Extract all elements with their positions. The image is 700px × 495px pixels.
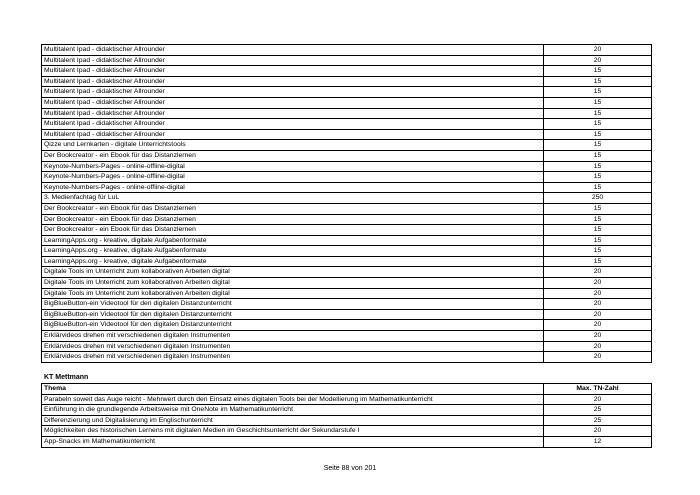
thema-cell: Multitalent Ipad - didaktischer Allrounder	[42, 97, 544, 108]
thema-cell: BigBlueButton-ein Videotool für den digitalen Distanzunterricht	[42, 309, 544, 320]
table-row	[42, 225, 652, 236]
table-row	[42, 108, 652, 119]
table-row	[42, 55, 652, 66]
tn-cell: 20	[544, 278, 652, 289]
tn-cell: 15	[544, 256, 652, 267]
thema-cell: Parabeln soweit das Auge reicht - Mehrwert durch den Einsatz eines digitalen Tools bei der Modellierung im Mathematikunterricht	[42, 394, 544, 405]
table-row	[42, 76, 652, 87]
table-row	[42, 97, 652, 108]
tn-cell: 20	[544, 309, 652, 320]
thema-cell: Multitalent Ipad - didaktischer Allrounder	[42, 108, 544, 119]
tn-cell: 15	[544, 246, 652, 257]
table-row	[42, 278, 652, 289]
tn-cell: 15	[544, 119, 652, 130]
thema-cell: Der Bookcreator - ein Ebook für das Distanzlernen	[42, 214, 544, 225]
course-table-mettmann	[41, 383, 652, 448]
thema-cell: Qizze und Lernkarten - digitale Unterrichtstools	[42, 140, 544, 151]
tn-cell: 15	[544, 66, 652, 77]
tn-cell: 15	[544, 129, 652, 140]
table-row	[42, 426, 652, 437]
table-row	[42, 256, 652, 267]
thema-cell: Multitalent Ipad - didaktischer Allrounder	[42, 119, 544, 130]
table-row	[42, 87, 652, 98]
tn-cell: 15	[544, 87, 652, 98]
thema-cell: Keynote-Numbers-Pages - online-offline-digital	[42, 161, 544, 172]
tn-cell: 20	[544, 352, 652, 363]
tn-cell: 15	[544, 182, 652, 193]
table-row	[42, 214, 652, 225]
table-row	[42, 415, 652, 426]
thema-cell: Multitalent Ipad - didaktischer Allrounder	[42, 66, 544, 77]
thema-cell: BigBlueButton-ein Videotool für den digitalen Distanzunterricht	[42, 299, 544, 310]
thema-cell: Differenzierung und Digitalisierung im Englischunterricht	[42, 415, 544, 426]
tn-cell: 20	[544, 45, 652, 56]
table-row	[42, 182, 652, 193]
thema-cell: Der Bookcreator - ein Ebook für das Distanzlernen	[42, 150, 544, 161]
thema-cell: Möglichkeiten des historischen Lernens mit digitalen Medien im Geschichtsunterricht der Sekundarstufe I	[42, 426, 544, 437]
table-row	[42, 66, 652, 77]
tn-cell: 20	[544, 320, 652, 331]
table-row	[42, 235, 652, 246]
table-row	[42, 352, 652, 363]
table-row	[42, 309, 652, 320]
table-row	[42, 299, 652, 310]
table-row	[42, 267, 652, 278]
thema-cell: Multitalent Ipad - didaktischer Allrounder	[42, 76, 544, 87]
tn-cell: 12	[544, 436, 652, 447]
tn-cell: 15	[544, 97, 652, 108]
table-row	[42, 341, 652, 352]
tn-cell: 20	[544, 299, 652, 310]
thema-cell: Erklärvideos drehen mit verschiedenen digitalen Instrumenten	[42, 331, 544, 342]
page-footer: Seite 88 von 201	[323, 465, 377, 472]
tn-cell: 25	[544, 405, 652, 416]
thema-cell: Erklärvideos drehen mit verschiedenen digitalen Instrumenten	[42, 352, 544, 363]
thema-cell: LearningApps.org - kreative, digitale Aufgabenformate	[42, 256, 544, 267]
tn-cell: 20	[544, 426, 652, 437]
thema-cell: Digitale Tools im Unterricht zum kollaborativen Arbeiten digital	[42, 278, 544, 289]
thema-cell: 3. Medienfachtag für LuL	[42, 193, 544, 204]
tn-cell: 15	[544, 172, 652, 183]
tn-cell: 15	[544, 150, 652, 161]
table-row	[42, 161, 652, 172]
tn-cell: 15	[544, 76, 652, 87]
tn-cell: 20	[544, 288, 652, 299]
section-title-kt-mettmann: KT Mettmann	[44, 374, 89, 381]
thema-cell: Der Bookcreator - ein Ebook für das Distanzlernen	[42, 225, 544, 236]
table-row	[42, 320, 652, 331]
thema-cell: LearningApps.org - kreative, digitale Aufgabenformate	[42, 246, 544, 257]
tn-cell: 20	[544, 394, 652, 405]
tn-cell: 250	[544, 193, 652, 204]
table-row	[42, 150, 652, 161]
thema-cell: Digitale Tools im Unterricht zum kollaborativen Arbeiten digital	[42, 267, 544, 278]
tn-cell: 20	[544, 267, 652, 278]
thema-cell: LearningApps.org - kreative, digitale Aufgabenformate	[42, 235, 544, 246]
table-row	[42, 203, 652, 214]
thema-cell: Keynote-Numbers-Pages - online-offline-digital	[42, 182, 544, 193]
table-row	[42, 193, 652, 204]
thema-cell: Keynote-Numbers-Pages - online-offline-digital	[42, 172, 544, 183]
tn-cell: 15	[544, 161, 652, 172]
table-row	[42, 288, 652, 299]
tn-cell: 25	[544, 415, 652, 426]
thema-cell: Multitalent Ipad - didaktischer Allrounder	[42, 55, 544, 66]
table-row	[42, 331, 652, 342]
thema-cell: Multitalent Ipad - didaktischer Allrounder	[42, 87, 544, 98]
thema-cell: Erklärvideos drehen mit verschiedenen digitalen Instrumenten	[42, 341, 544, 352]
header-thema: Thema	[42, 384, 544, 395]
thema-cell: App-Snacks im Mathematikunterricht	[42, 436, 544, 447]
tn-cell: 20	[544, 331, 652, 342]
course-table-top	[41, 44, 652, 363]
thema-cell: Digitale Tools im Unterricht zum kollaborativen Arbeiten digital	[42, 288, 544, 299]
table-row	[42, 172, 652, 183]
table-row	[42, 140, 652, 151]
tn-cell: 20	[544, 55, 652, 66]
table-row	[42, 45, 652, 56]
table-row	[42, 246, 652, 257]
table-header-row	[42, 384, 652, 395]
thema-cell: Multitalent Ipad - didaktischer Allrounder	[42, 129, 544, 140]
header-max-tn: Max. TN-Zahl	[544, 384, 652, 395]
table-row	[42, 129, 652, 140]
tn-cell: 15	[544, 225, 652, 236]
tn-cell: 15	[544, 203, 652, 214]
thema-cell: Einführung in die grundlegende Arbeitsweise mit OneNote im Mathematikunterricht	[42, 405, 544, 416]
thema-cell: Multitalent Ipad - didaktischer Allrounder	[42, 45, 544, 56]
tn-cell: 20	[544, 341, 652, 352]
tn-cell: 15	[544, 108, 652, 119]
tn-cell: 15	[544, 214, 652, 225]
thema-cell: BigBlueButton-ein Videotool für den digitalen Distanzunterricht	[42, 320, 544, 331]
tn-cell: 15	[544, 235, 652, 246]
table-row	[42, 394, 652, 405]
table-row	[42, 119, 652, 130]
thema-cell: Der Bookcreator - ein Ebook für das Distanzlernen	[42, 203, 544, 214]
table-row	[42, 405, 652, 416]
tn-cell: 15	[544, 140, 652, 151]
table-row	[42, 436, 652, 447]
